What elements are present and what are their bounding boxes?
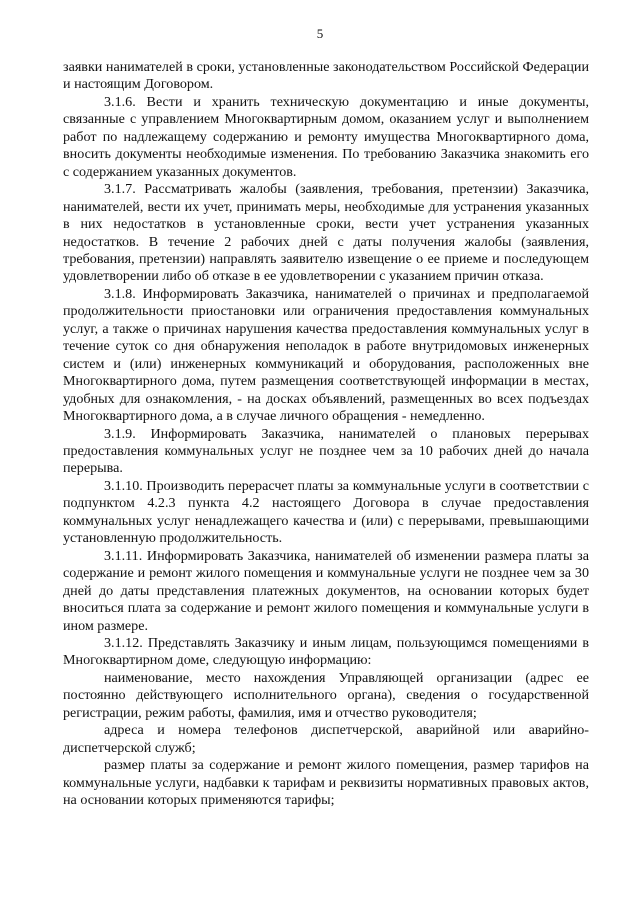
paragraph: 3.1.10. Производить перерасчет платы за коммунальные услуги в соответствии с подпунктом 4.2.3 пункта 4.2 настоящего Договора в случае предоставления коммунальных услуг ненадлежащего качества и (или) с перерывами, превышающими установленную продолжительность. [63,477,589,547]
paragraph: 3.1.11. Информировать Заказчика, нанимателей об изменении размера платы за содержание и ремонт жилого помещения и коммунальные услуги не позднее чем за 30 дней до даты представления платежных документов, на основании которых будет вноситься плата за содержание и ремонт жилого помещения и коммунальные услуги в ином размере. [63,547,589,634]
paragraph: 3.1.9. Информировать Заказчика, нанимателей о плановых перерывах предоставления коммунальных услуг не позднее чем за 10 рабочих дней до начала перерыва. [63,425,589,477]
paragraph: адреса и номера телефонов диспетчерской, аварийной или аварийно-диспетчерской служб; [63,722,589,756]
paragraph: 3.1.12. Представлять Заказчику и иным лицам, пользующимся помещениями в Многоквартирном доме, следующую информацию: [63,634,589,669]
paragraph: 3.1.8. Информировать Заказчика, нанимателей о причинах и предполагаемой продолжительности приостановки или ограничения предоставления коммунальных услуг, а также о причинах нарушения качества предоставления коммунальных услуг в течение суток со дня обнаружения неполадок в работе внутридомовых инженерных систем и (или) инженерных коммуникаций и оборудования, расположенных вне Многоквартирного дома, путем размещения соответствующей информации в местах, удобных для ознакомления, - на досках объявлений, размещенных во всех подъездах Многоквартирного дома, а в случае личного обращения - немедленно. [63,285,589,425]
page-number: 5 [316,26,324,41]
paragraph: 3.1.7. Рассматривать жалобы (заявления, требования, претензии) Заказчика, нанимателей, вести их учет, принимать меры, необходимые для устранения указанных в них недостатков в установленные сроки, вести учет устранения указанных недостатков. В течение 2 рабочих дней с даты получения жалобы (заявления, требования, претензии) направлять заявителю извещение о ее приеме и последующем удовлетворении либо об отказе в ее удовлетворении с указанием причин отказа. [63,181,589,285]
paragraph: 3.1.6. Вести и хранить техническую документацию и иные документы, связанные с управлением Многоквартирным домом, оказанием услуг и выполнением работ по надлежащему содержанию и ремонту имущества Многоквартирного дома, вносить документы необходимые изменения. По требованию Заказчика знакомить его с содержанием указанных документов. [63,93,589,180]
document-body [63,59,589,809]
paragraph: размер платы за содержание и ремонт жилого помещения, размер тарифов на коммунальные услуги, надбавки к тарифам и реквизиты нормативных правовых актов, на основании которых применяются тарифы; [63,757,589,809]
paragraph: заявки нанимателей в сроки, установленные законодательством Российской Федерации и настоящим Договором. [63,59,589,93]
paragraph: наименование, место нахождения Управляющей организации (адрес ее постоянно действующего исполнительного органа), сведения о государственной регистрации, режим работы, фамилия, имя и отчество руководителя; [63,669,589,721]
